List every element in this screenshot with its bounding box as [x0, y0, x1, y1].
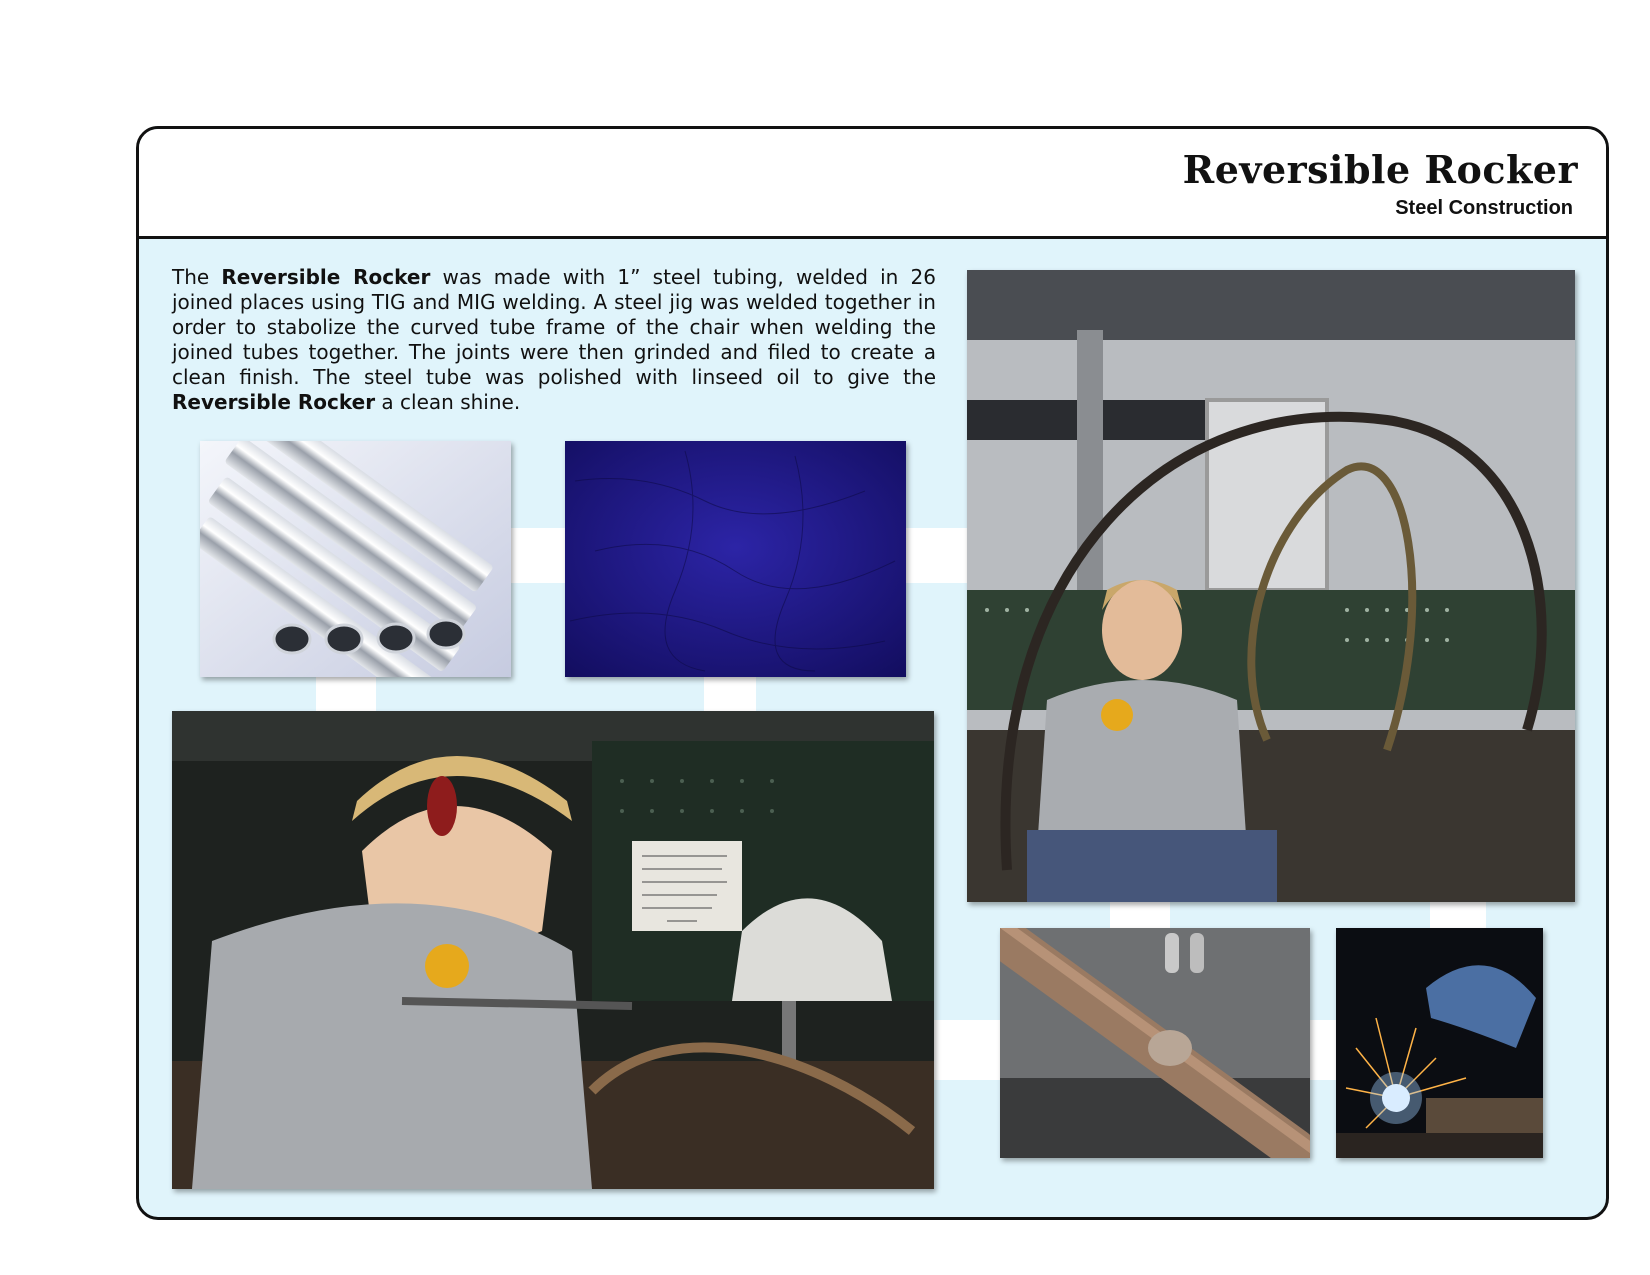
connector-band: [316, 675, 376, 711]
description-bold-name: Reversible Rocker: [221, 265, 431, 289]
page-title: Reversible Rocker: [1182, 147, 1578, 192]
weld-joint-photo: [1000, 928, 1310, 1158]
connector-band: [704, 675, 756, 711]
connector-band: [932, 1020, 1002, 1080]
blue-leather-photo: [565, 441, 906, 677]
description-paragraph: [172, 265, 936, 415]
grinding-photo: [172, 711, 934, 1189]
description-bold-name: Reversible Rocker: [172, 390, 376, 414]
page-subtitle: Steel Construction: [1395, 197, 1573, 219]
connector-band: [900, 528, 970, 583]
description-text: a clean shine.: [375, 390, 521, 414]
description-text: The: [172, 265, 222, 289]
description-text: was made with 1” steel tubing, welded in 26 joined places using TIG and MIG welding. A steel jig was welded together in order to stabolize the curved tube frame of the chair when welding the joined tubes together. The joints were then grinded and filed to create a clean finish. The steel tube was polished with linseed oil to give the: [172, 265, 937, 389]
workshop-frame-photo: [967, 270, 1575, 902]
header-bar: [139, 129, 1606, 239]
welding-sparks-photo: [1336, 928, 1543, 1158]
steel-tubes-photo: [200, 441, 511, 677]
connector-band: [1110, 900, 1170, 930]
connector-band: [505, 528, 565, 583]
connector-band: [1430, 900, 1486, 930]
